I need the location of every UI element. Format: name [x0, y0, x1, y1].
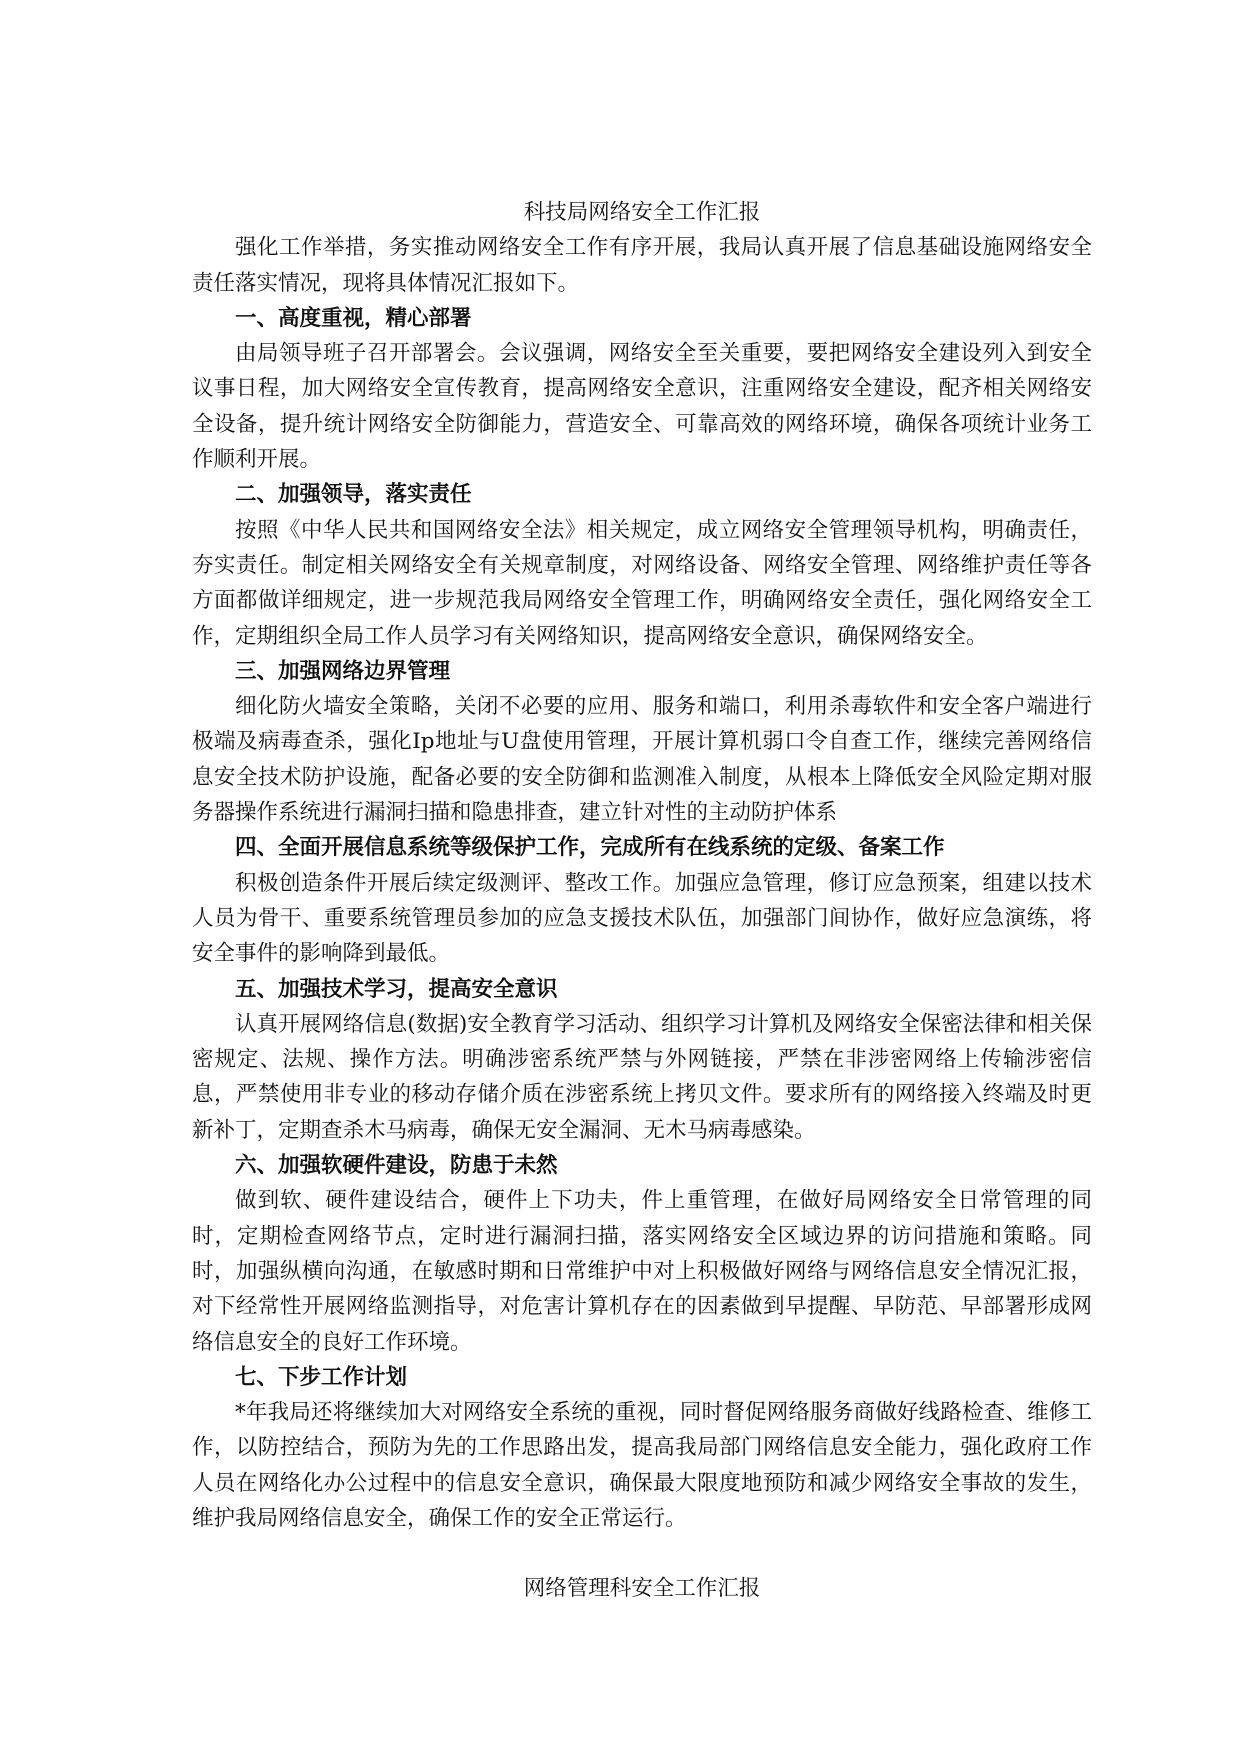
section-body-3: 细化防火墙安全策略，关闭不必要的应用、服务和端口，利用杀毒软件和安全客户端进行极端及病毒查杀，强化Ip地址与U盘使用管理，开展计算机弱口令自查工作，继续完善网络信息安全技术防护设施，配备必要的安全防御和监测准入制度，从根本上降低安全风险定期对服务器操作系统进行漏洞扫描和隐患排查，建立针对性的主动防护体系: [192, 694, 1092, 826]
intro-paragraph: 强化工作举措，务实推动网络安全工作有序开展，我局认真开展了信息基础设施网络安全责任落实情况，现将具体情况汇报如下。: [192, 235, 1092, 296]
section-heading-4: 四、全面开展信息系统等级保护工作，完成所有在线系统的定级、备案工作: [235, 835, 945, 861]
section-heading-3: 三、加强网络边界管理: [235, 658, 451, 684]
section-heading-5: 五、加强技术学习，提高安全意识: [235, 976, 558, 1002]
section-body-7: *年我局还将继续加大对网络安全系统的重视，同时督促网络服务商做好线路检查、维修工作，以防控结合，预防为先的工作思路出发，提高我局部门网络信息安全能力，强化政府工作人员在网络化办公过程中的信息安全意识，确保最大限度地预防和减少网络安全事故的发生，维护我局网络信息安全，确保工作的安全正常运行。: [192, 1400, 1092, 1531]
section-body-5: 认真开展网络信息(数据)安全教育学习活动、组织学习计算机及网络安全保密法律和相关保密规定、法规、操作方法。明确涉密系统严禁与外网链接，严禁在非涉密网络上传输涉密信息，严禁使用非专业的移动存储介质在涉密系统上拷贝文件。要求所有的网络接入终端及时更新补丁，定期查杀木马病毒，确保无安全漏洞、无木马病毒感染。: [192, 1011, 1092, 1143]
section-heading-7: 七、下步工作计划: [235, 1364, 408, 1390]
section-body-6: 做到软、硬件建设结合，硬件上下功夫，件上重管理，在做好局网络安全日常管理的同时，定期检查网络节点，定时进行漏洞扫描，落实网络安全区域边界的访问措施和策略。同时，加强纵横向沟通，在敏感时期和日常维护中对上积极做好网络与网络信息安全情况汇报，对下经常性开展网络监测指导，对危害计算机存在的因素做到早提醒、早防范、早部署形成网络信息安全的良好工作环境。: [192, 1188, 1092, 1355]
section-body-2: 按照《中华人民共和国网络安全法》相关规定，成立网络安全管理领导机构，明确责任，夯实责任。制定相关网络安全有关规章制度，对网络设备、网络安全管理、网络维护责任等各方面都做详细规定，进一步规范我局网络安全管理工作，明确网络安全责任，强化网络安全工作，定期组织全局工作人员学习有关网络知识，提高网络安全意识，确保网络安全。: [192, 517, 1092, 649]
document-title: 科技局网络安全工作汇报: [523, 200, 761, 225]
section-heading-6: 六、加强软硬件建设，防患于未然: [235, 1153, 558, 1179]
section-heading-2: 二、加强领导，落实责任: [235, 482, 472, 508]
section-heading-1: 一、高度重视，精心部署: [235, 305, 472, 331]
second-document-title: 网络管理科安全工作汇报: [523, 1576, 761, 1602]
section-body-4: 积极创造条件开展后续定级测评、整改工作。加强应急管理，修订应急预案，组建以技术人员为骨干、重要系统管理员参加的应急支援技术队伍，加强部门间协作，做好应急演练，将安全事件的影响降到最低。: [192, 870, 1092, 967]
document-page: [192, 195, 1092, 1607]
section-body-1: 由局领导班子召开部署会。会议强调，网络安全至关重要，要把网络安全建设列入到安全议事日程，加大网络安全宣传教育，提高网络安全意识，注重网络安全建设，配齐相关网络安全设备，提升统计网络安全防御能力，营造安全、可靠高效的网络环境，确保各项统计业务工作顺利开展。: [192, 341, 1092, 473]
